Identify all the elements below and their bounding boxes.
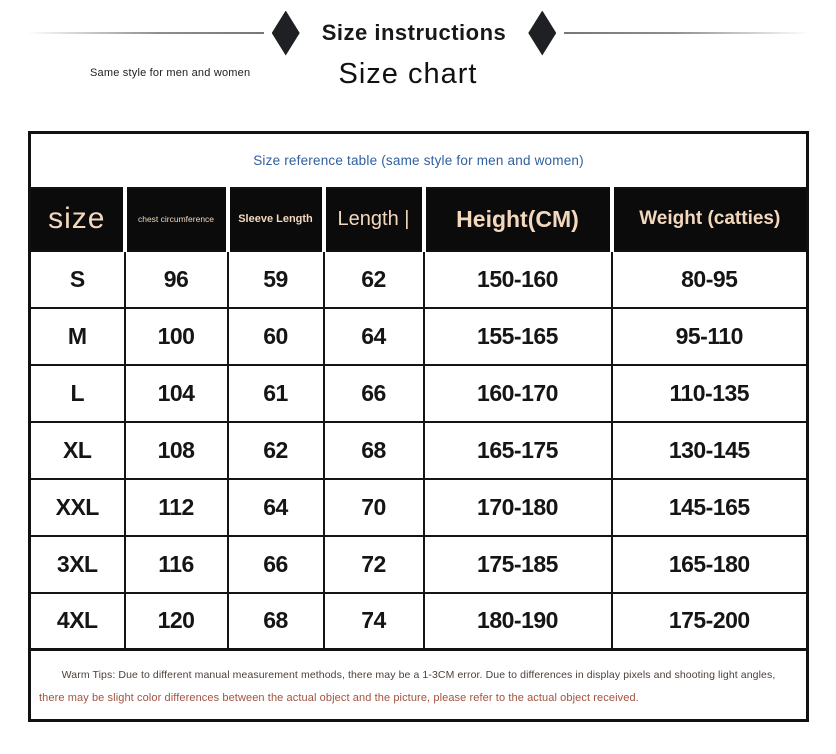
- chest-cell: 100: [125, 308, 228, 365]
- column-header-length: Length |: [324, 188, 424, 251]
- chest-cell: 108: [125, 422, 228, 479]
- weight-cell: 165-180: [612, 536, 808, 593]
- length-cell: 62: [324, 251, 424, 308]
- column-header-sleeve: Sleeve Length: [228, 188, 324, 251]
- diamond-icon: [272, 11, 300, 56]
- size-chart-title: Size chart: [338, 58, 478, 90]
- column-header-weight: Weight (catties): [612, 188, 808, 251]
- weight-cell: 145-165: [612, 479, 808, 536]
- height-cell: 150-160: [424, 251, 612, 308]
- weight-cell: 80-95: [612, 251, 808, 308]
- table-row: [30, 593, 808, 650]
- length-cell: 74: [324, 593, 424, 650]
- caption-row: [30, 133, 808, 188]
- sleeve-cell: 61: [228, 365, 324, 422]
- chest-cell: 96: [125, 251, 228, 308]
- size-cell: S: [30, 251, 125, 308]
- weight-cell: 110-135: [612, 365, 808, 422]
- table-row: [30, 479, 808, 536]
- size-cell: XL: [30, 422, 125, 479]
- height-cell: 160-170: [424, 365, 612, 422]
- length-cell: 66: [324, 365, 424, 422]
- table-row: [30, 536, 808, 593]
- weight-cell: 130-145: [612, 422, 808, 479]
- size-chart-table: [28, 131, 809, 722]
- weight-cell: 95-110: [612, 308, 808, 365]
- divider-line: [564, 32, 809, 34]
- table-row: [30, 422, 808, 479]
- sleeve-cell: 66: [228, 536, 324, 593]
- size-cell: L: [30, 365, 125, 422]
- sleeve-cell: 64: [228, 479, 324, 536]
- chest-cell: 104: [125, 365, 228, 422]
- chest-cell: 116: [125, 536, 228, 593]
- height-cell: 165-175: [424, 422, 612, 479]
- length-cell: 64: [324, 308, 424, 365]
- column-header-height: Height(CM): [424, 188, 612, 251]
- sleeve-cell: 60: [228, 308, 324, 365]
- table-row: [30, 365, 808, 422]
- length-cell: 70: [324, 479, 424, 536]
- height-cell: 175-185: [424, 536, 612, 593]
- weight-cell: 175-200: [612, 593, 808, 650]
- length-cell: 72: [324, 536, 424, 593]
- chest-cell: 112: [125, 479, 228, 536]
- page-title: Size instructions: [321, 20, 507, 45]
- sleeve-cell: 68: [228, 593, 324, 650]
- table-row: [30, 251, 808, 308]
- divider-line: [27, 32, 264, 34]
- warm-tips: [30, 650, 808, 721]
- size-cell: 3XL: [30, 536, 125, 593]
- chest-cell: 120: [125, 593, 228, 650]
- size-cell: XXL: [30, 479, 125, 536]
- length-cell: 68: [324, 422, 424, 479]
- height-cell: 180-190: [424, 593, 612, 650]
- header-band: [0, 10, 836, 56]
- sleeve-cell: 62: [228, 422, 324, 479]
- warm-tips-line2: there may be slight color differences between the actual object and the picture, please refer to the actual object received.: [39, 691, 639, 704]
- table-caption: Size reference table (same style for men and women): [30, 133, 808, 188]
- table-row: [30, 308, 808, 365]
- unisex-note: Same style for men and women: [90, 67, 251, 79]
- size-cell: M: [30, 308, 125, 365]
- column-header-row: [30, 188, 808, 251]
- column-header-size: size: [30, 188, 125, 251]
- size-cell: 4XL: [30, 593, 125, 650]
- height-cell: 170-180: [424, 479, 612, 536]
- warm-tips-line1: Warm Tips: Due to different manual measurement methods, there may be a 1-3CM error. Due to differences in display pixels and shooting light angles,: [61, 668, 776, 681]
- diamond-icon: [528, 11, 556, 56]
- height-cell: 155-165: [424, 308, 612, 365]
- sleeve-cell: 59: [228, 251, 324, 308]
- footer-row: [30, 650, 808, 721]
- column-header-chest: chest circumference: [125, 188, 228, 251]
